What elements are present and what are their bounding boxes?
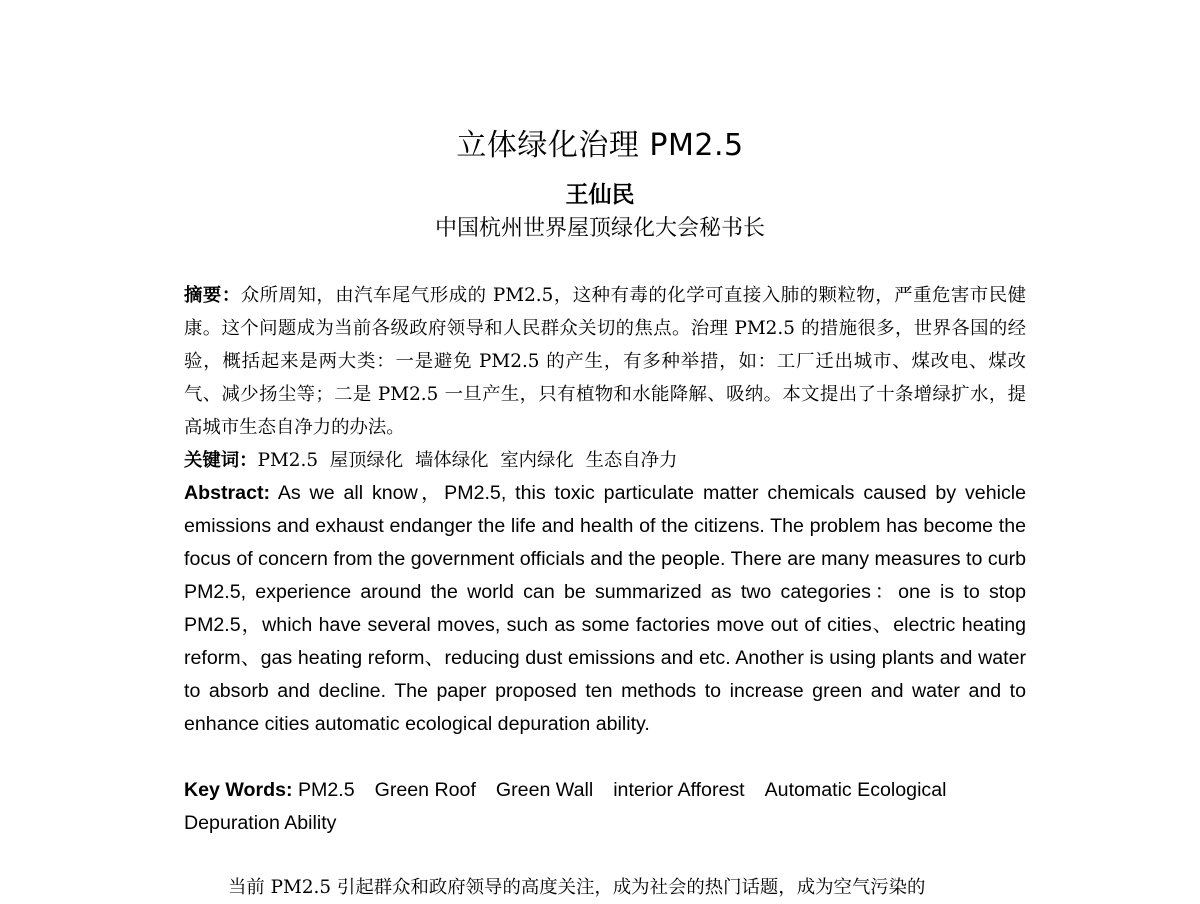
english-keyword: interior Afforest <box>613 779 745 801</box>
english-keywords <box>184 774 1026 840</box>
chinese-abstract <box>184 279 1026 444</box>
english-abstract-text: As we all know，PM2.5, this toxic particulate matter chemicals caused by vehicle emissions and exhaust endanger the life and health of the citizens. The problem has become the focus of concern from the government officials and the people. There are many measures to curb PM2.5, experience around the world can be summarized as two categories：one is to stop PM2.5，which have several moves, such as some factories move out of cities、electric heating reform、gas heating reform、reducing dust emissions and etc. Another is using plants and water to absorb and decline. The paper proposed ten methods to increase green and water and to enhance cities automatic ecological depuration ability. <box>184 482 1026 735</box>
chinese-abstract-text: 众所周知，由汽车尾气形成的 PM2.5，这种有毒的化学可直接入肺的颗粒物，严重危害市民健康。这个问题成为当前各级政府领导和人民群众关切的焦点。治理 PM2.5 的措施很多，世界各国的经验，概括起来是两大类：一是避免 PM2.5 的产生，有多种举措，如：工厂迁出城市、煤改电、煤改气、减少扬尘等；二是 PM2.5 一旦产生，只有植物和水能降解、吸纳。本文提出了十条增绿扩水，提高城市生态自净力的办法。 <box>184 285 1026 438</box>
author-name: 王仙民 <box>565 182 635 208</box>
english-abstract <box>184 477 1026 741</box>
english-keyword: Green Roof <box>374 779 476 801</box>
chinese-abstract-label: 摘要： <box>184 285 241 306</box>
english-abstract-label: Abstract: <box>184 482 271 504</box>
english-keywords-label: Key Words: <box>184 779 293 801</box>
chinese-keywords-text: PM2.5 屋顶绿化 墙体绿化 室内绿化 生态自净力 <box>257 450 678 471</box>
paper-title: 立体绿化治理 PM2.5 <box>456 128 744 163</box>
author-affiliation: 中国杭州世界屋顶绿化大会秘书长 <box>434 216 765 241</box>
chinese-keywords <box>184 444 1026 477</box>
english-keyword: Automatic Ecological Depuration Ability <box>184 779 947 834</box>
english-keyword: Green Wall <box>495 779 594 801</box>
body-paragraph: 当前 PM2.5 引起群众和政府领导的高度关注，成为社会的热门话题，成为空气污染的 <box>228 877 926 898</box>
chinese-keywords-label: 关键词： <box>184 450 258 471</box>
english-keyword: PM2.5 <box>297 779 355 801</box>
